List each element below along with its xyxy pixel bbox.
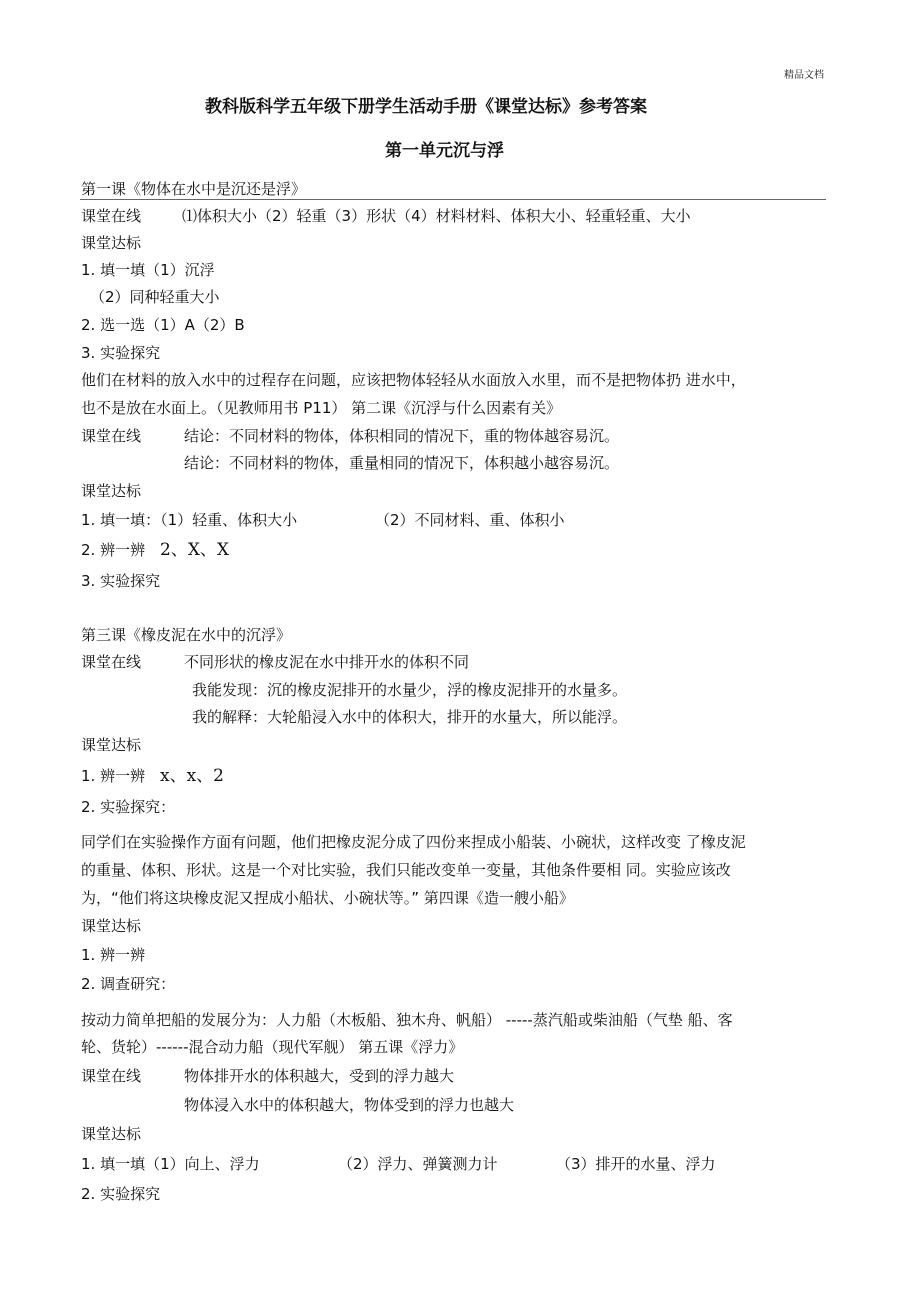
paragraph-line: 按动力简单把船的发展分为：人力船（木板船、独木舟、帆船） -----蒸汽船或柴油船（气垫 船、客	[81, 1011, 733, 1029]
conclusion-line: 结论：不同材料的物体，重量相同的情况下，体积越小越容易沉。	[184, 454, 620, 472]
unit-title: 第一单元沉与浮	[385, 141, 504, 161]
section-label: 课堂达标	[81, 234, 142, 252]
section-label: 课堂达标	[81, 1125, 142, 1143]
paragraph-line: 他们在材料的放入水中的过程存在问题，应该把物体轻轻从水面放入水里，而不是把物体扔 进水中，	[81, 371, 746, 389]
finding-line: 我能发现：沉的橡皮泥排开的水量少，浮的橡皮泥排开的水量多。	[192, 681, 628, 699]
answer-line: （2）浮力、弹簧测力计	[338, 1155, 498, 1173]
answer-line: 3. 实验探究	[81, 572, 161, 590]
online-answer: 物体排开水的体积越大，受到的浮力越大	[184, 1067, 455, 1085]
answer-line: 1. 填一填（1）向上、浮力	[81, 1155, 260, 1173]
corner-label: 精品文档	[784, 70, 824, 81]
section-label: 课堂达标	[81, 736, 142, 754]
online-label: 课堂在线	[81, 653, 142, 671]
paragraph-line: 也不是放在水面上。（见教师用书 P11） 第二课《沉浮与什么因素有关》	[81, 399, 562, 417]
answer-value: x、x、2	[160, 766, 224, 786]
answer-line: 2. 调查研究：	[81, 975, 176, 993]
explanation-line: 我的解释：大轮船浸入水中的体积大，排开的水量大，所以能浮。	[192, 708, 628, 726]
online-label: 课堂在线	[81, 207, 142, 225]
answer-line: 1. 辨一辨	[81, 946, 146, 964]
paragraph-line: 为，“他们将这块橡皮泥又捏成小船状、小碗状等。” 第四课《造一艘小船》	[81, 889, 574, 907]
lesson-3-heading: 第三课《橡皮泥在水中的沉浮》	[81, 626, 292, 644]
document-title: 教科版科学五年级下册学生活动手册《课堂达标》参考答案	[205, 97, 647, 117]
heading-divider	[80, 199, 826, 200]
online-answer: 不同形状的橡皮泥在水中排开水的体积不同	[184, 653, 470, 671]
answer-line: （2）同种轻重大小	[90, 288, 220, 306]
answer-line: （2）不同材料、重、体积小	[375, 511, 565, 529]
answer-value: 2、X、X	[160, 540, 230, 560]
answer-line: 1. 辨一辨	[81, 767, 146, 785]
online-answer: 物体浸入水中的体积越大，物体受到的浮力也越大	[184, 1096, 515, 1114]
paragraph-line: 同学们在实验操作方面有问题，他们把橡皮泥分成了四份来捏成小船装、小碗状，这样改变 了橡皮泥	[81, 833, 746, 851]
answer-line: （3）排开的水量、浮力	[556, 1155, 716, 1173]
conclusion-line: 结论：不同材料的物体，体积相同的情况下，重的物体越容易沉。	[184, 427, 620, 445]
paragraph-line: 的重量、体积、形状。这是一个对比实验，我们只能改变单一变量，其他条件要相 同。实验应该改	[81, 861, 731, 879]
paragraph-line: 轮、货轮）------混合动力船（现代军舰） 第五课《浮力》	[81, 1038, 464, 1056]
answer-line: 2. 实验探究：	[81, 798, 176, 816]
section-label: 课堂达标	[81, 482, 142, 500]
online-label: 课堂在线	[81, 427, 142, 445]
lesson-1-heading: 第一课《物体在水中是沉还是浮》	[81, 180, 307, 198]
answer-line: 2. 选一选（1）A（2）B	[81, 316, 245, 334]
answer-line: 3. 实验探究	[81, 344, 161, 362]
online-label: 课堂在线	[81, 1067, 142, 1085]
online-answer: ⑴体积大小（2）轻重（3）形状（4）材料材料、体积大小、轻重轻重、大小	[182, 207, 691, 225]
answer-line: 2. 辨一辨	[81, 541, 146, 559]
answer-line: 1. 填一填：（1）轻重、体积大小	[81, 511, 298, 529]
answer-line: 1. 填一填（1）沉浮	[81, 261, 215, 279]
answer-line: 2. 实验探究	[81, 1185, 161, 1203]
section-label: 课堂达标	[81, 917, 142, 935]
